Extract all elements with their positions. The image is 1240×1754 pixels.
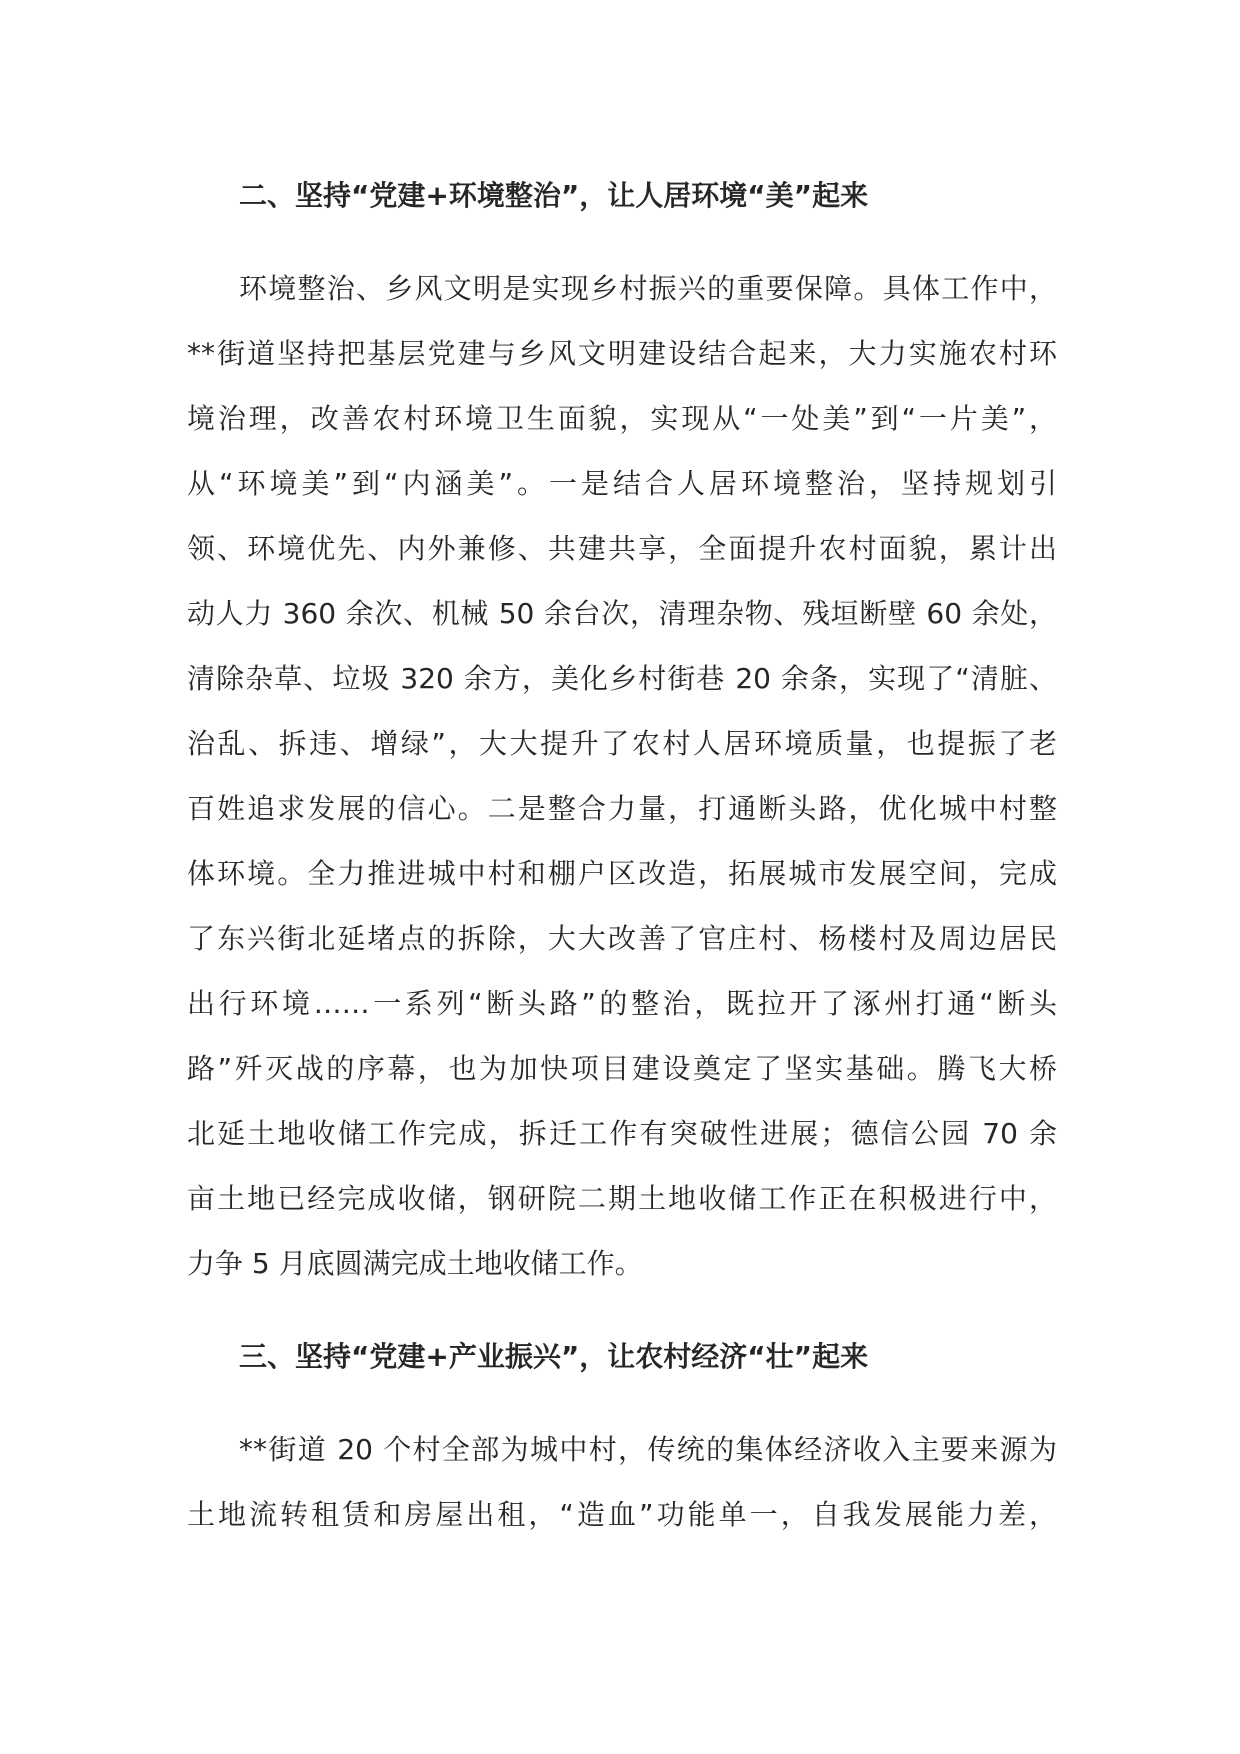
paragraph-line: 了东兴街北延堵点的拆除，大大改善了官庄村、杨楼村及周边居民 <box>187 922 1057 955</box>
paragraph-line: 路”歼灭战的序幕，也为加快项目建设奠定了坚实基础。腾飞大桥 <box>187 1052 1057 1085</box>
document-body <box>187 163 1057 1547</box>
paragraph-environment <box>187 256 1057 1296</box>
paragraph-line: 北延土地收储工作完成，拆迁工作有突破性进展；德信公园 70 余 <box>187 1117 1057 1150</box>
paragraph-line: 领、环境优先、内外兼修、共建共享，全面提升农村面貌，累计出 <box>187 532 1057 565</box>
paragraph-line: 力争 5 月底圆满完成土地收储工作。 <box>187 1247 643 1280</box>
section-heading-3: 三、坚持“党建+产业振兴”，让农村经济“壮”起来 <box>239 1340 869 1373</box>
paragraph-line: 清除杂草、垃圾 320 余方，美化乡村街巷 20 余条，实现了“清脏、 <box>187 662 1057 695</box>
paragraph-line: 土地流转租赁和房屋出租，“造血”功能单一，自我发展能力差， <box>187 1498 1057 1531</box>
paragraph-line: 百姓追求发展的信心。二是整合力量，打通断头路，优化城中村整 <box>187 792 1057 825</box>
paragraph-line: 亩土地已经完成收储，钢研院二期土地收储工作正在积极进行中， <box>187 1182 1057 1215</box>
paragraph-line: **街道 20 个村全部为城中村，传统的集体经济收入主要来源为 <box>239 1433 1057 1466</box>
paragraph-line: 出行环境……一系列“断头路”的整治，既拉开了涿州打通“断头 <box>187 987 1057 1020</box>
paragraph-line: 环境整治、乡风文明是实现乡村振兴的重要保障。具体工作中， <box>239 272 1057 305</box>
paragraph-line: 体环境。全力推进城中村和棚户区改造，拓展城市发展空间，完成 <box>187 857 1057 890</box>
paragraph-line: 动人力 360 余次、机械 50 余台次，清理杂物、残垣断壁 60 余处， <box>187 597 1057 630</box>
paragraph-line: 境治理，改善农村环境卫生面貌，实现从“一处美”到“一片美”， <box>187 402 1057 435</box>
paragraph-line: 从“环境美”到“内涵美”。一是结合人居环境整治，坚持规划引 <box>187 467 1057 500</box>
paragraph-line: 治乱、拆违、增绿”，大大提升了农村人居环境质量，也提振了老 <box>187 727 1057 760</box>
section-heading-2: 二、坚持“党建+环境整治”，让人居环境“美”起来 <box>239 179 869 212</box>
paragraph-industry <box>187 1417 1057 1547</box>
paragraph-line: **街道坚持把基层党建与乡风文明建设结合起来，大力实施农村环 <box>187 337 1057 370</box>
